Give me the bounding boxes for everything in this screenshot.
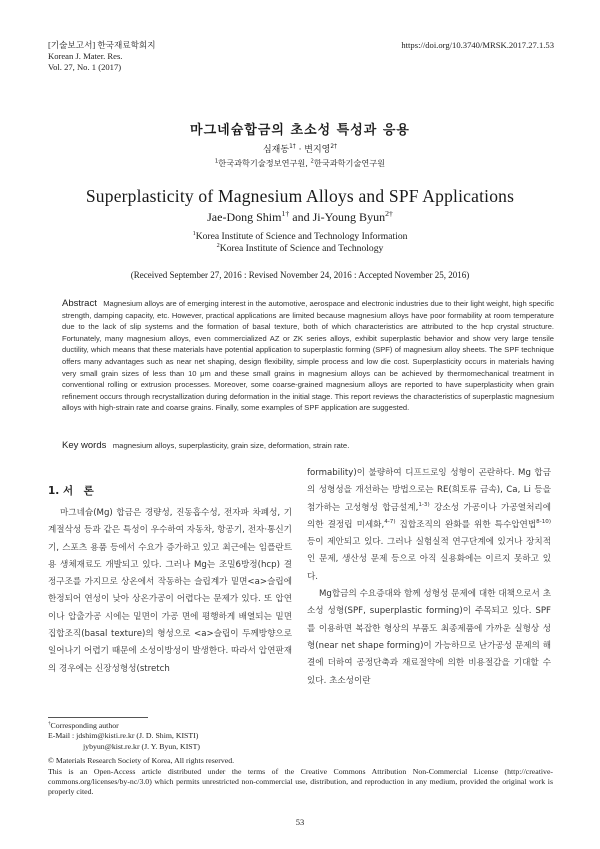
affil-ko-2: 한국과학기술연구원 xyxy=(313,158,386,168)
body-column-right xyxy=(307,465,551,690)
dagger-mark: † xyxy=(48,720,51,727)
affil-en-mark-1: 1 xyxy=(192,229,196,237)
author-1-en: Jae-Dong Shim xyxy=(207,210,282,224)
license-text: This is an Open-Access article distributed under the terms of the Creative Commons Attribution Non-Commercial License (http://creative-commons.org/licenses/by-nc/3.0) which permits unrestricted non-commercial use, distribution, and reproduction in any medium, provided the original work is properly cited. xyxy=(48,766,553,797)
email-label: E-Mail : xyxy=(48,731,77,741)
keywords-label: Key words xyxy=(62,440,107,451)
email-line-2 xyxy=(48,742,553,752)
abstract xyxy=(62,298,554,414)
affil-en-line-2 xyxy=(0,243,600,255)
title-korean: 마그네슘합금의 초소성 특성과 응용 xyxy=(190,123,410,138)
author-2-en-mark: 2† xyxy=(385,209,393,218)
email-1[interactable]: jdshim@kisti.re.kr (J. D. Shim, KISTI) xyxy=(76,731,199,741)
affil-en-mark-2: 2 xyxy=(216,241,220,249)
affil-ko-1: 한국과학기술정보연구원, xyxy=(218,158,311,168)
body-column-left xyxy=(48,505,292,678)
intro-paragraph-2: Mg합금의 수요증대와 함께 성형성 문제에 대한 대책으로서 초소성 성형(SPF, superplastic forming)이 주목되고 있다. SPF를 이용하면 복잡한 형상의 부품도 최종제품에 가까운 실형상 성형(near net shape forming)이 가능하므로 난가공성 문제의 해결에 더하여 공정단축과 재료절약에 의한 비용절감을 기대할 수 있다. 초소성이란 xyxy=(307,589,551,686)
intro-text-c: 집합조직의 완화를 위한 특수압연법 xyxy=(395,519,537,530)
journal-volume: Vol. 27, No. 1 (2017) xyxy=(48,62,122,72)
affil-en-2: Korea Institute of Science and Technology xyxy=(219,243,384,254)
journal-header-left xyxy=(48,40,156,73)
affil-ko-mark-2: 2 xyxy=(310,158,314,165)
citation-3: 8-10) xyxy=(536,519,552,526)
affil-en-line-1 xyxy=(0,231,600,243)
doi-link[interactable]: https://doi.org/10.3740/MRSK.2017.27.1.53 xyxy=(401,40,554,50)
footnotes xyxy=(48,721,553,798)
intro-paragraph-1-cont xyxy=(307,465,551,586)
copyright: © Materials Research Society of Korea, All rights reserved. xyxy=(48,756,235,766)
author-separator: · xyxy=(295,145,305,155)
journal-name: Korean J. Mater. Res. xyxy=(48,51,123,61)
abstract-label: Abstract xyxy=(62,298,97,309)
author-2-ko: 변지영 xyxy=(304,145,331,155)
citation-2: 4-7) xyxy=(384,519,396,526)
corresponding-author xyxy=(48,721,553,731)
intro-text-d: 등이 제안되고 있다. 그러나 실험실적 연구단계에 있거나 장치적인 문제, 생산성 문제 등으로 아직 실용화에는 이르지 못하고 있다. xyxy=(307,537,551,582)
affiliations-english xyxy=(0,231,600,255)
intro-paragraph-1: 마그네슘(Mg) 합금은 경량성, 진동흡수성, 전자파 차폐성, 기계절삭성 등과 같은 특성이 우수하여 자동차, 항공기, 전자·통신기기, 스포츠 용품 등에서 수요가 증가하고 있고 최근에는 임플란트용 생체재료도 개발되고 있다. 그러나 Mg는 조밀6방정(hcp) 결정구조를 가지므로 상온에서 작동하는 슬립계가 밑면<a>슬립에 한정되어 연성이 낮아 상온가공이 어렵다는 문제가 있다. 또 압연이나 압출가공 시에는 밑면이 가공 면에 평행하게 배열되는 밑면집합조직(basal texture)의 형성으로 <a>슬립이 두께방향으로 일어나기 어렵기 때문에 소성이방성이 발생한다. 따라서 압연판재의 경우에는 신장성형성(stretch xyxy=(48,508,292,674)
author-and: and xyxy=(289,210,313,224)
corresponding-label: Corresponding author xyxy=(50,721,119,730)
author-2-en: Ji-Young Byun xyxy=(312,210,386,224)
intro-text-a: formability)이 불량하여 디프드로잉 성형이 곤란하다. Mg 합금의 성형성을 개선하는 방법으로는 RE(희토류 금속), Ca, Li 등을 첨가하는 고성형성 합금설계, xyxy=(307,468,551,513)
authors-english xyxy=(0,210,600,225)
affil-en-1: Korea Institute of Science and Technology Information xyxy=(195,231,408,242)
affiliations-korean xyxy=(0,158,600,169)
email-line-1 xyxy=(48,731,553,741)
citation-1: 1-3) xyxy=(418,501,430,508)
intro-text-b: 강소성 가공이나 가공열처리에 의한 결정립 미세화, xyxy=(307,502,551,530)
abstract-text: Magnesium alloys are of emerging interest in the automotive, aerospace and electronic industries due to their light weight, high specific strength, damping capacity, etc. However, practical applications are limited because magnesium alloys have poor formability at room temperature due to the lack of slip systems and the formation of basal texture, both of which characteristics are attributed to the hcp crystal structure. Fortunately, many magnesium alloys, even commercialized AZ or ZK series alloys, exhibit superplastic behavior and show very large tensile ductility, which means that these materials have potential application to superplastic forming (SPF) of magnesium alloy sheets. The SPF technique offers many advantages such as near net shaping, design flexibility, simple process and low die cost. Superplasticity occurs in materials having very small grain sizes of less than 10 μm and these small grains in magnesium alloys can be achieved by thermomechanical treatment in conventional rolling or extrusion processes. Moreover, some coarse-grained magnesium alloys are reported to have superplasticity when grain refinement occurs through recrystallization during deformation in the initial stage. This report reviews the characteristics of superplastic magnesium alloys with high-strain rate and coarse grains. Finally, some examples of SPF application are suggested. xyxy=(62,299,554,413)
author-1-en-mark: 1† xyxy=(281,209,290,218)
keywords-text: magnesium alloys, superplasticity, grain size, deformation, strain rate. xyxy=(112,441,350,450)
page-number: 53 xyxy=(295,817,305,827)
section-heading-introduction: 1. 서 론 xyxy=(48,485,94,497)
footnote-rule xyxy=(48,717,148,718)
author-1-ko: 심재동 xyxy=(262,145,290,155)
author-2-ko-mark: 2† xyxy=(330,144,338,150)
title-english: Superplasticity of Magnesium Alloys and SPF Applications xyxy=(85,186,515,206)
keywords xyxy=(62,440,554,451)
authors-korean xyxy=(0,142,600,155)
email-2[interactable]: jybyun@kist.re.kr (J. Y. Byun, KIST) xyxy=(83,741,200,751)
author-1-ko-mark: 1† xyxy=(289,144,296,150)
received-dates: (Received September 27, 2016 : Revised November 24, 2016 : Accepted November 25, 2016) xyxy=(130,270,470,280)
journal-category: [기술보고서] 한국재료학회지 xyxy=(48,40,156,50)
affil-ko-mark-1: 1 xyxy=(214,158,219,165)
